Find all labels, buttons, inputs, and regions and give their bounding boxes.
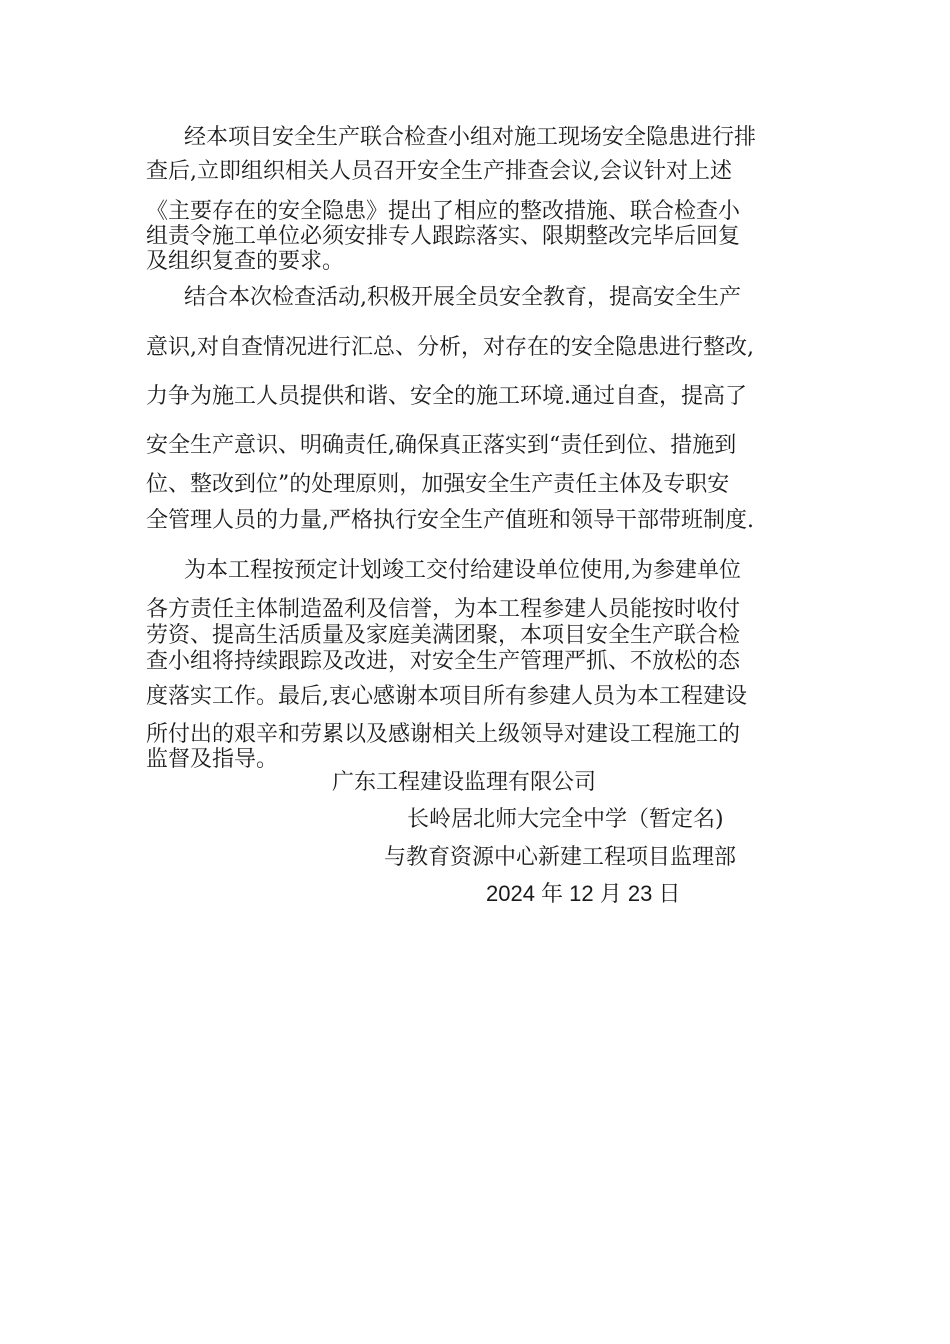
paragraph-line: 劳资、提高生活质量及家庭美满团聚，本项目安全生产联合检 [146,623,741,648]
paragraph-line: 力争为施工人员提供和谐、安全的施工环境.通过自查，提高了 [146,384,747,409]
signature-project-line-2: 与教育资源中心新建工程项目监理部 [384,845,737,870]
paragraph-line: 查小组将持续跟踪及改进，对安全生产管理严抓、不放松的态 [146,649,741,674]
paragraph-line: 各方责任主体制造盈利及信誉，为本工程参建人员能按时收付 [146,597,741,622]
paragraph-line: 《主要存在的安全隐患》提出了相应的整改措施、联合检查小 [146,199,741,224]
paragraph-line: 经本项目安全生产联合检查小组对施工现场安全隐患进行排 [184,125,757,150]
paragraph-line: 所付出的艰辛和劳累以及感谢相关上级领导对建设工程施工的 [146,722,741,747]
paragraph-line: 安全生产意识、明确责任,确保真正落实到“责任到位、措施到 [146,433,737,458]
paragraph-line: 组责令施工单位必须安排专人跟踪落实、限期整改完毕后回复 [146,224,741,249]
signature-company: 广东工程建设监理有限公司 [332,770,597,795]
paragraph-line: 意识,对自查情况进行汇总、分析，对存在的安全隐患进行整改, [146,335,754,360]
paragraph-line: 全管理人员的力量,严格执行安全生产值班和领导干部带班制度. [146,508,754,533]
paragraph-line: 及组织复查的要求。 [146,249,345,274]
paragraph-line: 为本工程按预定计划竣工交付给建设单位使用,为参建单位 [184,558,741,583]
paragraph-line: 监督及指导。 [146,747,279,772]
paragraph-line: 查后,立即组织相关人员召开安全生产排查会议,会议针对上述 [146,159,732,184]
paragraph-line: 位、整改到位”的处理原则，加强安全生产责任主体及专职安 [146,472,730,497]
signature-project-line-1: 长岭居北师大完全中学（暂定名) [407,807,724,832]
paragraph-line: 度落实工作。最后,衷心感谢本项目所有参建人员为本工程建设 [146,684,747,709]
paragraph-line: 结合本次检查活动,积极开展全员安全教育，提高安全生产 [184,285,741,310]
signature-date: 2024 年 12 月 23 日 [486,881,681,906]
